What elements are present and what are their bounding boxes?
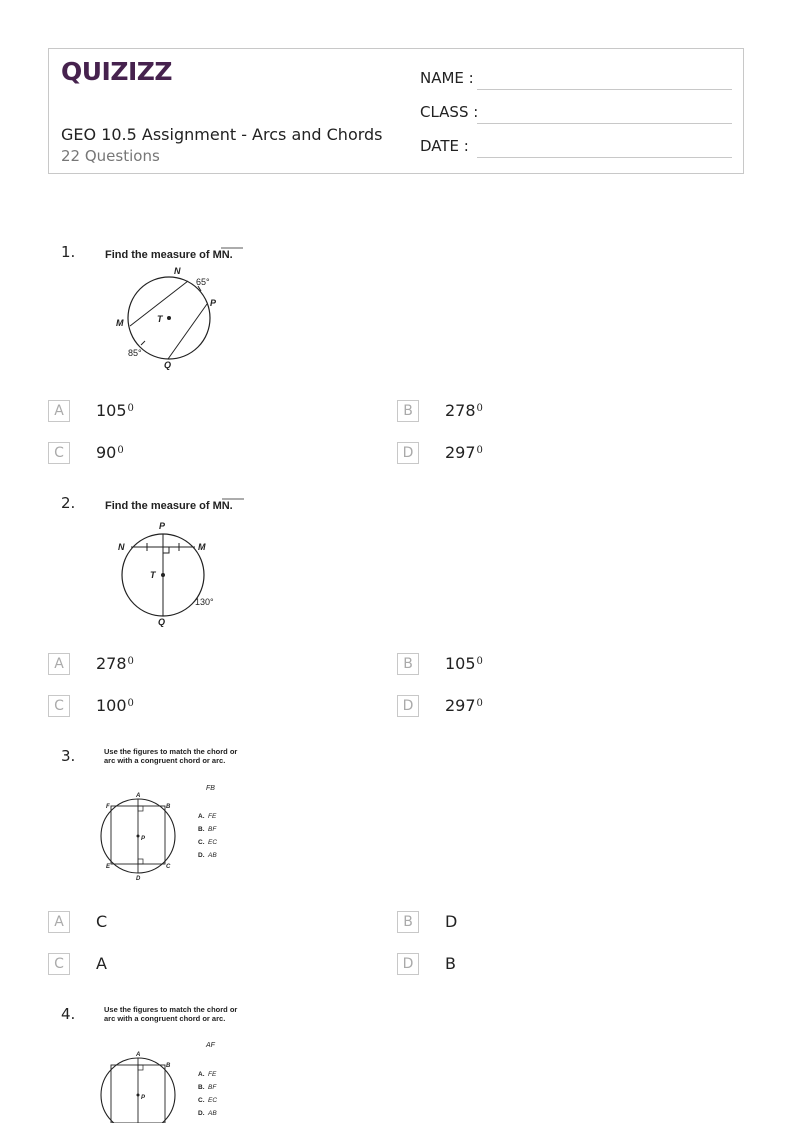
q1-arc-65: 65° [196, 277, 210, 287]
option-letter: D [397, 695, 419, 717]
q2-label-q: Q [158, 617, 166, 627]
q1-tick [141, 341, 145, 345]
option-letter: D [397, 442, 419, 464]
q4-instruction-line1: Use the figures to match the chord or [104, 1005, 238, 1014]
q2-center-point [161, 573, 165, 577]
q1-label-t: T [157, 314, 163, 324]
question-4-number: 4. [61, 1005, 76, 1023]
q4-choice-d: D. [198, 1110, 205, 1117]
class-label: CLASS : [420, 103, 479, 121]
option-letter: C [48, 442, 70, 464]
q1-label-q: Q [164, 360, 172, 370]
question-2-figure [100, 493, 260, 633]
question-4-figure [96, 1000, 266, 1123]
option-text: B [445, 954, 456, 973]
q3-choice-b: B. [198, 826, 205, 833]
q3-label-a: A [136, 793, 141, 799]
option-letter: B [397, 653, 419, 675]
q4-choice-a-val: FE [208, 1071, 217, 1078]
q4-label-a: A [136, 1052, 141, 1058]
q3-label-p: P [141, 836, 146, 842]
option-letter: C [48, 695, 70, 717]
q1-prompt: Find the measure of MN. [105, 249, 233, 261]
date-line [477, 157, 732, 158]
q3-label-c: C [166, 864, 171, 870]
option-text: $105^0$ [445, 654, 483, 673]
q3-choice-a-val: FE [208, 813, 217, 820]
q3-instruction-line2: arc with a congruent chord or arc. [104, 756, 226, 765]
q4-choice-b: B. [198, 1084, 205, 1091]
worksheet-header [48, 48, 744, 174]
question-1-figure [100, 242, 260, 377]
option-text: D [445, 912, 458, 931]
q3-center-point [137, 835, 140, 838]
option-text: $278^0$ [96, 654, 134, 673]
q2-label-p: P [159, 521, 166, 531]
option-letter: A [48, 400, 70, 422]
q3-choice-c: C. [198, 839, 205, 846]
q4-label-p: P [141, 1095, 146, 1101]
option-text: $90^0$ [96, 443, 124, 462]
q1-center-point [167, 316, 171, 320]
option-letter: C [48, 953, 70, 975]
q3-target-arc: FB [206, 785, 215, 792]
option-text: A [96, 954, 107, 973]
name-line [477, 89, 732, 90]
q3-instruction-line1: Use the figures to match the chord or [104, 747, 238, 756]
option-text: $105^0$ [96, 401, 134, 420]
q3-choice-a: A. [198, 813, 205, 820]
q4-label-b: B [166, 1063, 171, 1069]
q3-choice-b-val: BF [208, 826, 217, 833]
q2-label-t: T [150, 570, 156, 580]
option-letter: D [397, 953, 419, 975]
question-1-number: 1. [61, 243, 76, 261]
class-line [477, 123, 732, 124]
option-letter: A [48, 911, 70, 933]
option-text: $297^0$ [445, 696, 483, 715]
q4-choice-c-val: EC [208, 1097, 218, 1104]
q3-right-angle [138, 859, 143, 864]
q1-arc-85: 85° [128, 348, 142, 358]
q2-arc-130: 130° [195, 597, 214, 607]
q1-label-p: P [210, 298, 217, 308]
q3-label-b: B [166, 804, 171, 810]
question-3-figure [96, 742, 266, 884]
worksheet-title: GEO 10.5 Assignment - Arcs and Chords [61, 125, 383, 144]
q3-right-angle [138, 806, 143, 811]
q3-label-e: E [106, 864, 111, 870]
q1-label-m: M [116, 318, 124, 328]
q1-chord-pq [168, 304, 207, 359]
q3-choice-d: D. [198, 852, 205, 859]
q2-label-n: N [118, 542, 125, 552]
q2-right-angle [163, 547, 169, 553]
q3-label-f: F [106, 804, 110, 810]
question-2-number: 2. [61, 494, 76, 512]
option-text: $297^0$ [445, 443, 483, 462]
option-text: C [96, 912, 108, 931]
q3-label-d: D [136, 876, 141, 882]
q4-target-arc: AF [206, 1042, 215, 1049]
option-letter: A [48, 653, 70, 675]
question-3-number: 3. [61, 747, 76, 765]
name-label: NAME : [420, 69, 474, 87]
q2-label-m: M [198, 542, 206, 552]
option-text: $278^0$ [445, 401, 483, 420]
q3-choice-c-val: EC [208, 839, 218, 846]
q4-choice-d-val: AB [208, 1110, 217, 1117]
date-label: DATE : [420, 137, 469, 155]
q3-choice-d-val: AB [208, 852, 217, 859]
q4-choice-c: C. [198, 1097, 205, 1104]
q2-prompt: Find the measure of MN. [105, 500, 233, 512]
q4-right-angle [138, 1065, 143, 1070]
option-letter: B [397, 911, 419, 933]
quizizz-logo: QUIZIZZ [61, 57, 173, 86]
q4-choice-b-val: BF [208, 1084, 217, 1091]
q4-choice-a: A. [198, 1071, 205, 1078]
q1-label-n: N [174, 266, 181, 276]
option-text: $100^0$ [96, 696, 134, 715]
q4-center-point [137, 1094, 140, 1097]
question-count: 22 Questions [61, 147, 160, 165]
option-letter: B [397, 400, 419, 422]
q4-instruction-line2: arc with a congruent chord or arc. [104, 1014, 226, 1023]
